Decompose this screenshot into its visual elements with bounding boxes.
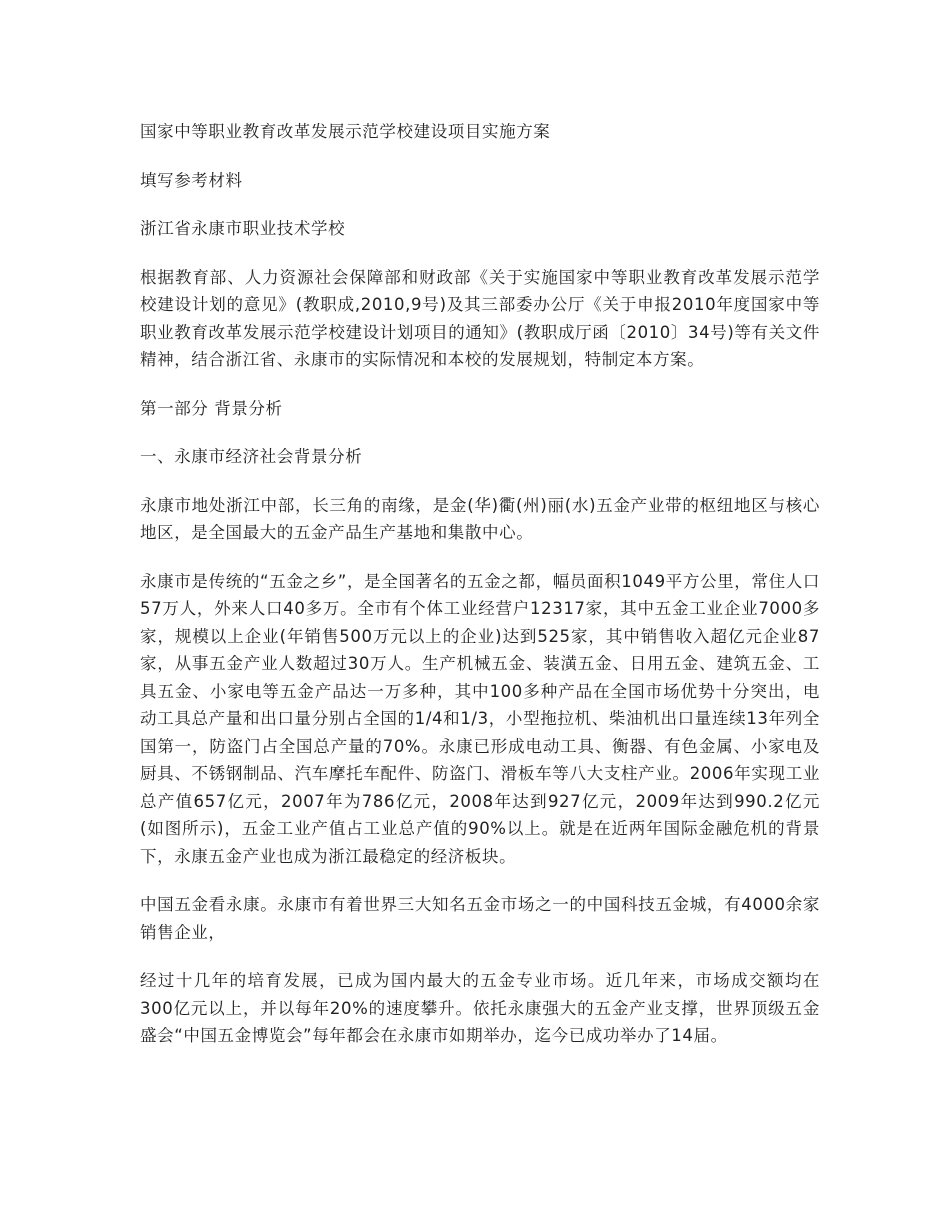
body-paragraph: 经过十几年的培育发展，已成为国内最大的五金专业市场。近几年来，市场成交额均在300亿元以上，并以每年20%的速度攀升。依托永康强大的五金产业支撑，世界顶级五金盛会“中国五金博览会”每年都会在永康市如期举办，迄今已成功举办了14届。 [140, 971, 820, 1045]
body-paragraph: 永康市是传统的“五金之乡”，是全国著名的五金之都，幅员面积1049平方公里，常住人口57万人，外来人口40多万。全市有个体工业经营户12317家，其中五金工业企业7000多家，规模以上企业(年销售500万元以上的企业)达到525家，其中销售收入超亿元企业87家，从事五金产业人数超过30万人。生产机械五金、装潢五金、日用五金、建筑五金、工具五金、小家电等五金产品达一万多种，其中100多种产品在全国市场优势十分突出，电动工具总产量和出口量分别占全国的1/4和1/3，小型拖拉机、柴油机出口量连续13年列全国第一，防盗门占全国总产量的70%。永康已形成电动工具、衡器、有色金属、小家电及厨具、不锈钢制品、汽车摩托车配件、防盗门、滑板车等八大支柱产业。2006年实现工业总产值657亿元，2007年为786亿元，2008年达到927亿元，2009年达到990.2亿元(如图所示)，五金工业产值占工业总产值的90%以上。就是在近两年国际金融危机的背景下，永康五金产业也成为浙江最稳定的经济板块。 [140, 571, 820, 866]
intro-paragraph: 根据教育部、人力资源社会保障部和财政部《关于实施国家中等职业教育改革发展示范学校建设计划的意见》(教职成,2010,9号)及其三部委办公厅《关于申报2010年度国家中等职业教育改革发展示范学校建设计划项目的通知》(教职成厅函〔2010〕34号)等有关文件精神，结合浙江省、永康市的实际情况和本校的发展规划，特制定本方案。 [140, 267, 820, 369]
school-name: 浙江省永康市职业技术学校 [140, 219, 346, 238]
body-paragraph: 中国五金看永康。永康市有着世界三大知名五金市场之一的中国科技五金城，有4000余家销售企业， [140, 895, 820, 942]
body-paragraph: 永康市地处浙江中部，长三角的南缘，是金(华)衢(州)丽(水)五金产业带的枢纽地区与核心地区，是全国最大的五金产品生产基地和集散中心。 [140, 495, 820, 542]
document-subtitle: 填写参考材料 [140, 170, 243, 190]
section-heading: 一、永康市经济社会背景分析 [140, 447, 363, 466]
document-page [140, 118, 820, 1071]
part-heading: 第一部分 背景分析 [140, 398, 283, 418]
document-title: 国家中等职业教育改革发展示范学校建设项目实施方案 [140, 122, 551, 141]
